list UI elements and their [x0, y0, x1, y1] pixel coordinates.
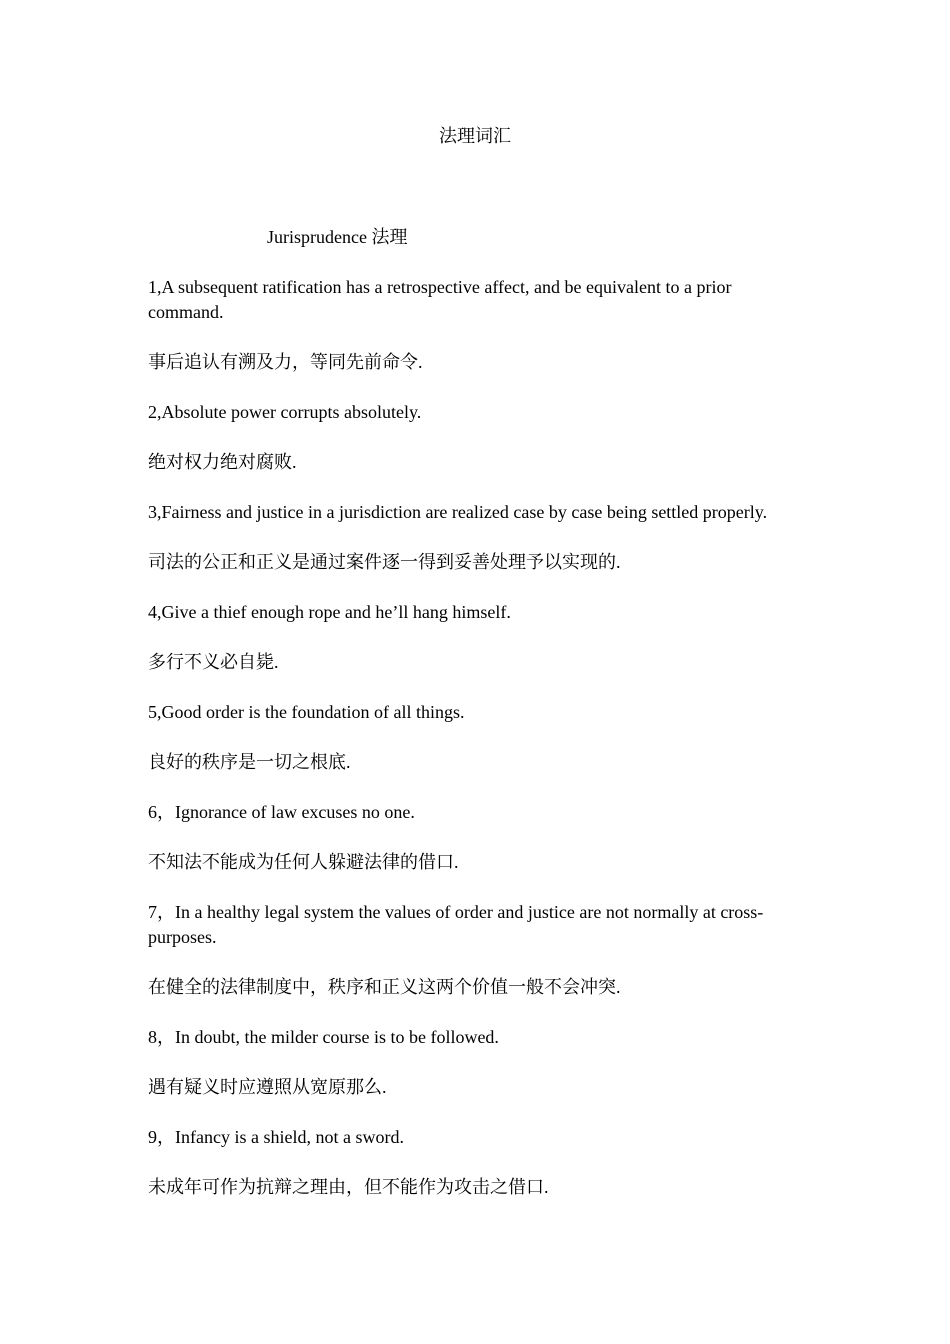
paragraph-4-en: 4,Give a thief enough rope and he’ll hang himself.: [148, 602, 511, 622]
paragraph-9-en: 9，Infancy is a shield, not a sword.: [148, 1127, 404, 1147]
paragraph-1-zh: 事后追认有溯及力，等同先前命令.: [148, 352, 423, 372]
paragraph-7-zh: 在健全的法律制度中，秩序和正义这两个价值一般不会冲突.: [148, 977, 621, 997]
paragraph-3-en: 3,Fairness and justice in a jurisdiction are realized case by case being settled properly.: [148, 502, 768, 522]
paragraph-8-zh: 遇有疑义时应遵照从宽原那么.: [148, 1077, 387, 1097]
paragraph-7-en: 7，In a healthy legal system the values of order and justice are not normally at cross-purposes.: [148, 902, 764, 947]
paragraph-5-en: 5,Good order is the foundation of all things.: [148, 702, 465, 722]
paragraph-6-zh: 不知法不能成为任何人躲避法律的借口.: [148, 852, 459, 872]
paragraph-4-zh: 多行不义必自毙.: [148, 652, 279, 672]
paragraph-3-zh: 司法的公正和正义是通过案件逐一得到妥善处理予以实现的.: [148, 552, 621, 572]
paragraph-8-en: 8，In doubt, the milder course is to be followed.: [148, 1027, 499, 1047]
section-heading: Jurisprudence 法理: [267, 227, 408, 247]
paragraph-6-en: 6，Ignorance of law excuses no one.: [148, 802, 415, 822]
paragraph-2-zh: 绝对权力绝对腐败.: [148, 452, 297, 472]
document-body: [148, 275, 808, 1225]
paragraph-9-zh: 未成年可作为抗辩之理由，但不能作为攻击之借口.: [148, 1177, 549, 1197]
paragraph-2-en: 2,Absolute power corrupts absolutely.: [148, 402, 422, 422]
paragraph-5-zh: 良好的秩序是一切之根底.: [148, 752, 351, 772]
paragraph-1-en: 1,A subsequent ratification has a retrospective affect, and be equivalent to a prior command.: [148, 277, 732, 322]
document-title: 法理词汇: [439, 126, 511, 146]
